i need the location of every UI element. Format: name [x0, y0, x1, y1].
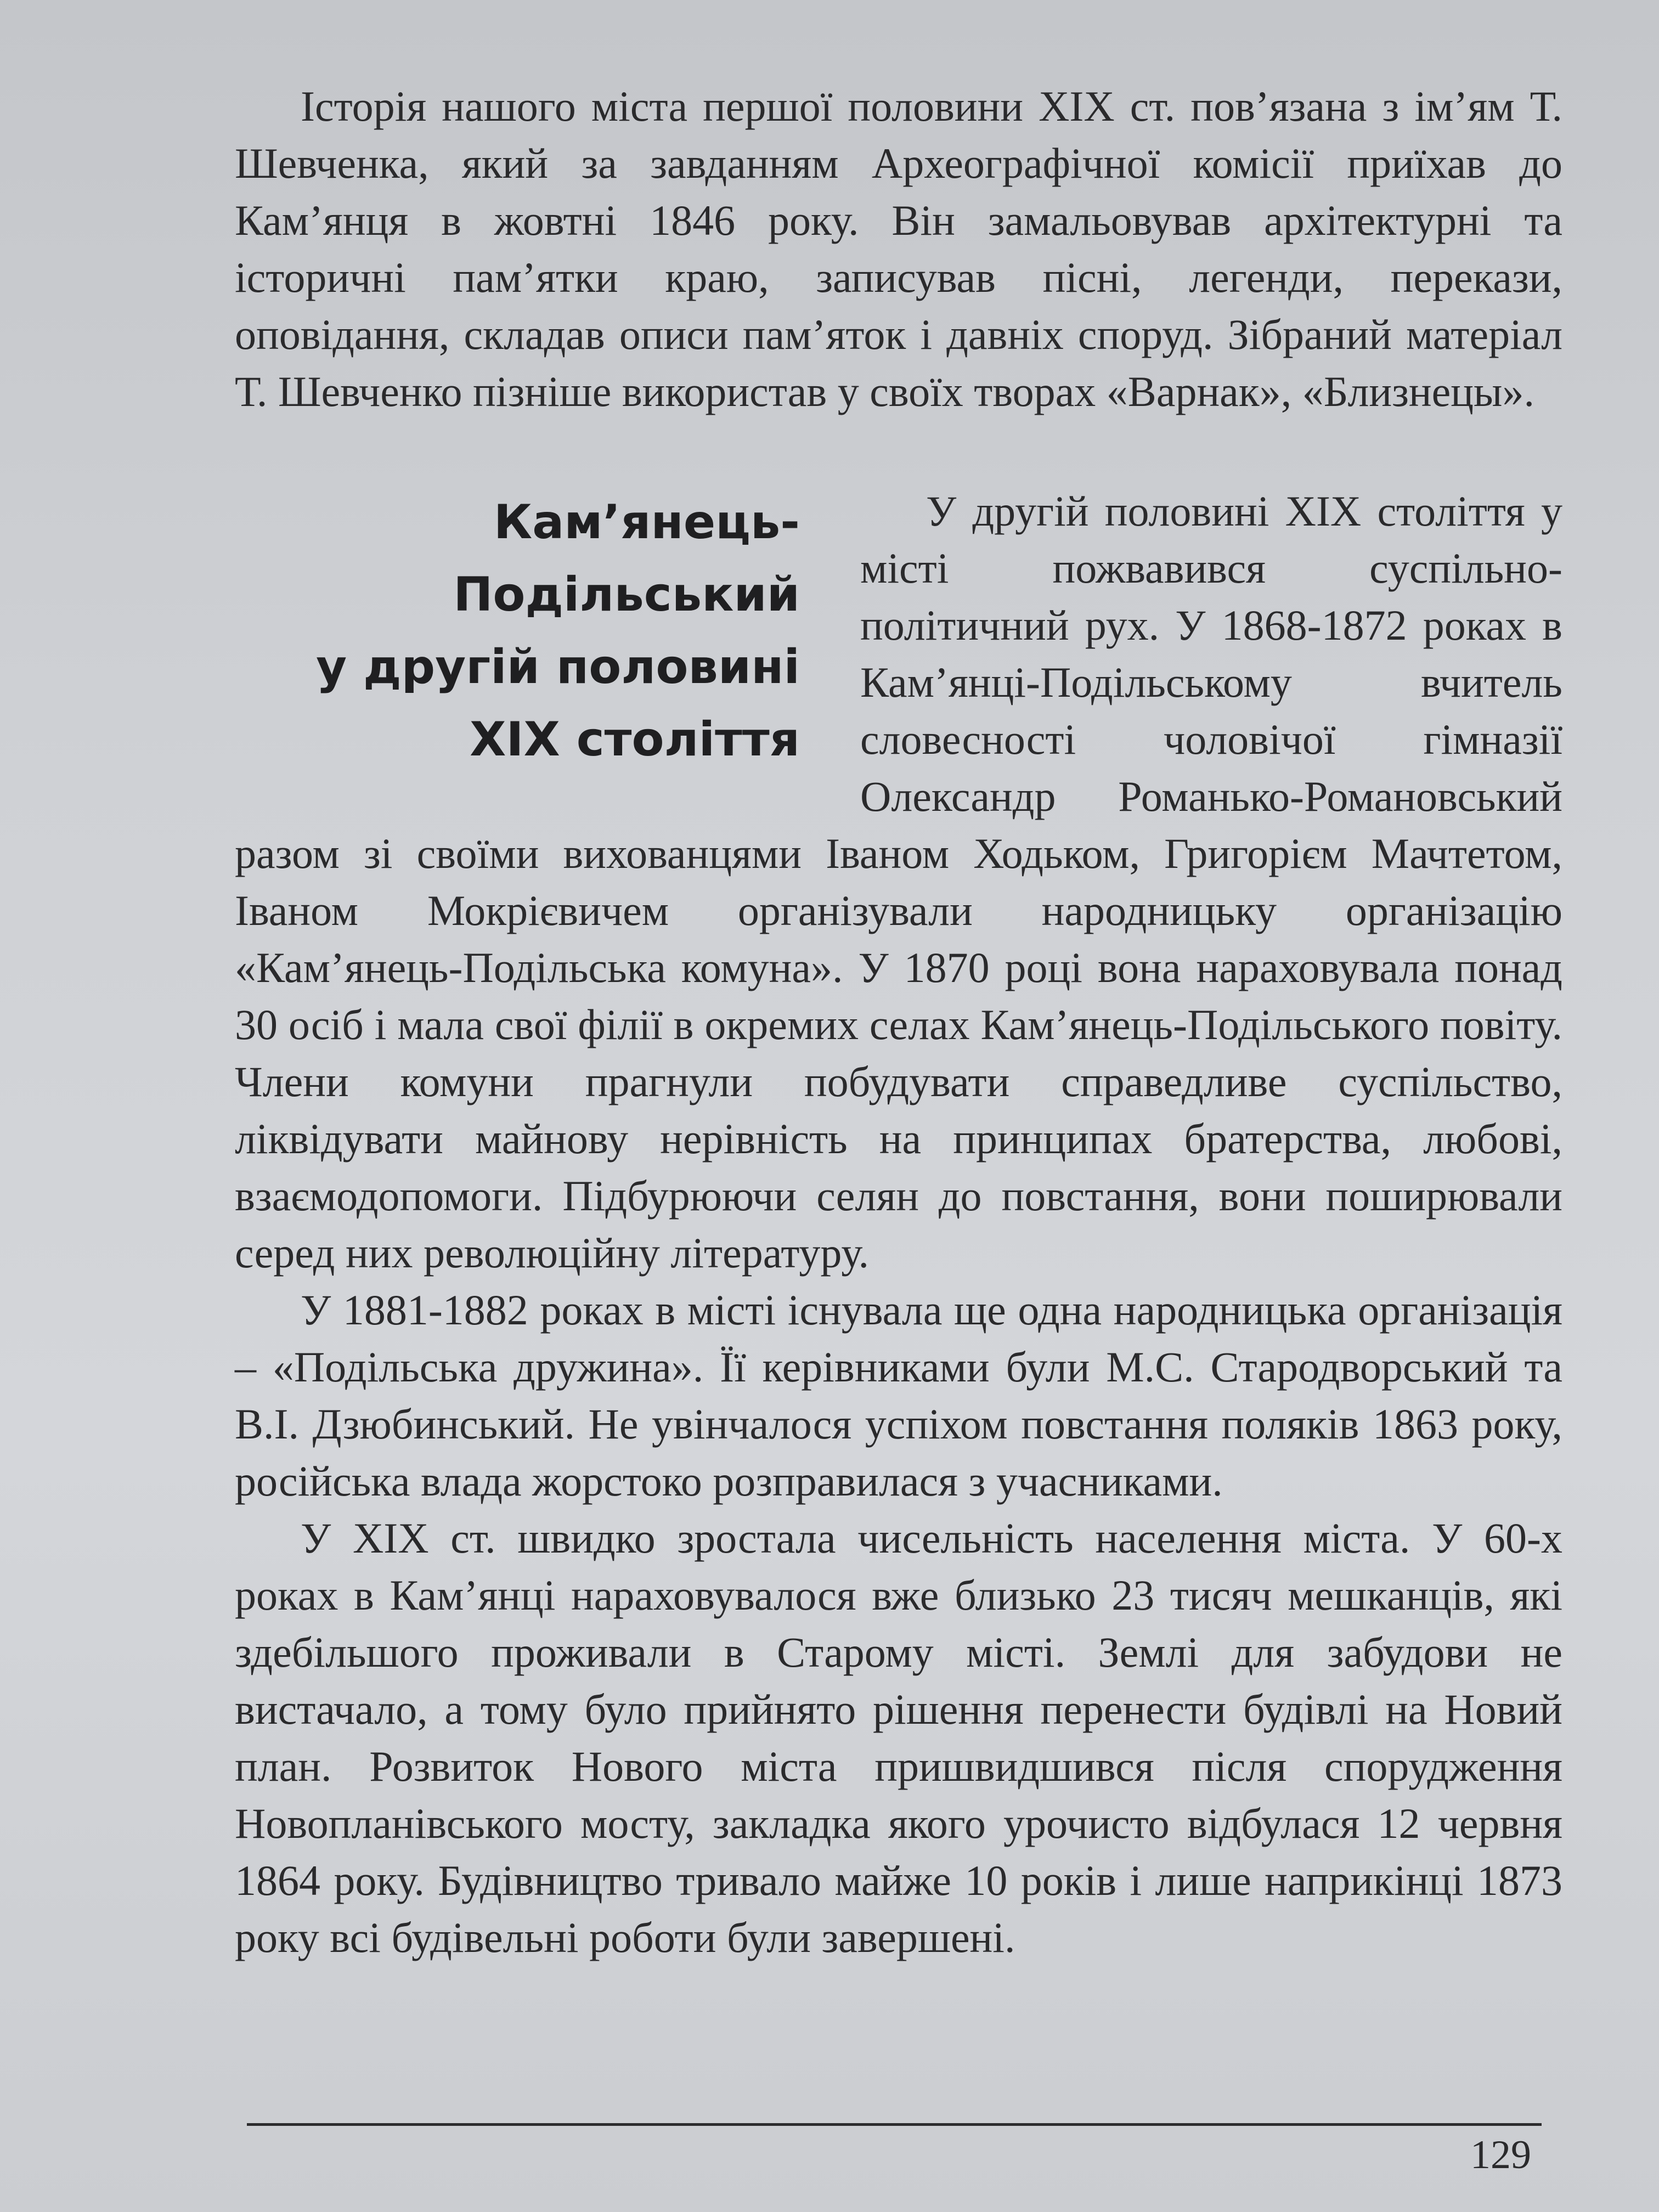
footer-rule	[247, 2123, 1542, 2126]
page-number: 129	[1470, 2132, 1531, 2177]
section-heading	[235, 486, 800, 776]
section-paragraph: У XIX ст. швидко зростала чисельність населення міста. У 60-х роках в Кам’янці нараховувалося вже близько 23 тисяч мешканців, які здебільшого проживали в Старому місті. Землі для забудови не вистачало, а тому було прийнято рішення перенести будівлі на Новий план. Розвиток Нового міста пришвидшився після спорудження Новопланівського мосту, закладка якого урочисто відбулася 12 червня 1864 року. Будівництво тривало майже 10 років і лише наприкінці 1873 року всі будівельні роботи були завершені.	[235, 1514, 1562, 1961]
section-heading-line: Кам’янець-	[493, 495, 800, 550]
intro-paragraph: Історія нашого міста першої половини XIX ст. пов’язана з ім’ям Т. Шевченка, який за завданням Археографічної комісії приїхав до Кам’янця в жовтні 1846 року. Він замальовував архітектурні та історичні пам’ятки краю, записував пісні, легенди, перекази, оповідання, складав описи пам’яток і давніх споруд. Зібраний матеріал Т. Шевченко пізніше використав у своїх творах «Варнак», «Близнецы».	[235, 82, 1562, 415]
section-heading-line: XIX століття	[470, 712, 800, 767]
section	[235, 483, 1562, 1966]
section-heading-line: у другій половині	[316, 640, 800, 695]
section-paragraph: У 1881-1882 роках в місті існувала ще одна народницька організація – «Подільська дружина». Її керівниками були М.С. Стародворський та В.І. Дзюбинський. Не увінчалося успіхом повстання поляків 1863 року, російська влада жорстоко розправилася з учасниками.	[235, 1286, 1562, 1505]
section-paragraph: У другій половині XIX століття у місті пожвавився суспільно-політичний рух. У 1868-1872 роках в Кам’янці-Подільському вчитель словесності чоловічої гімназії Олександр Романько-Романовський разом зі своїми вихованцями Іваном Ходьком, Григорієм Мачтетом, Іваном Мокрієвичем організували народницьку організацію «Кам’янець-Подільська комуна». У 1870 році вона нараховувала понад 30 осіб і мала свої філії в окремих селах Кам’янець-Подільського повіту. Члени комуни прагнули побудувати справедливе суспільство, ліквідувати майнову нерівність на принципах братерства, любові, взаємодопомоги. Підбурюючи селян до повстання, вони поширювали серед них революційну літературу.	[235, 487, 1562, 1277]
section-heading-line: Подільський	[453, 567, 800, 622]
